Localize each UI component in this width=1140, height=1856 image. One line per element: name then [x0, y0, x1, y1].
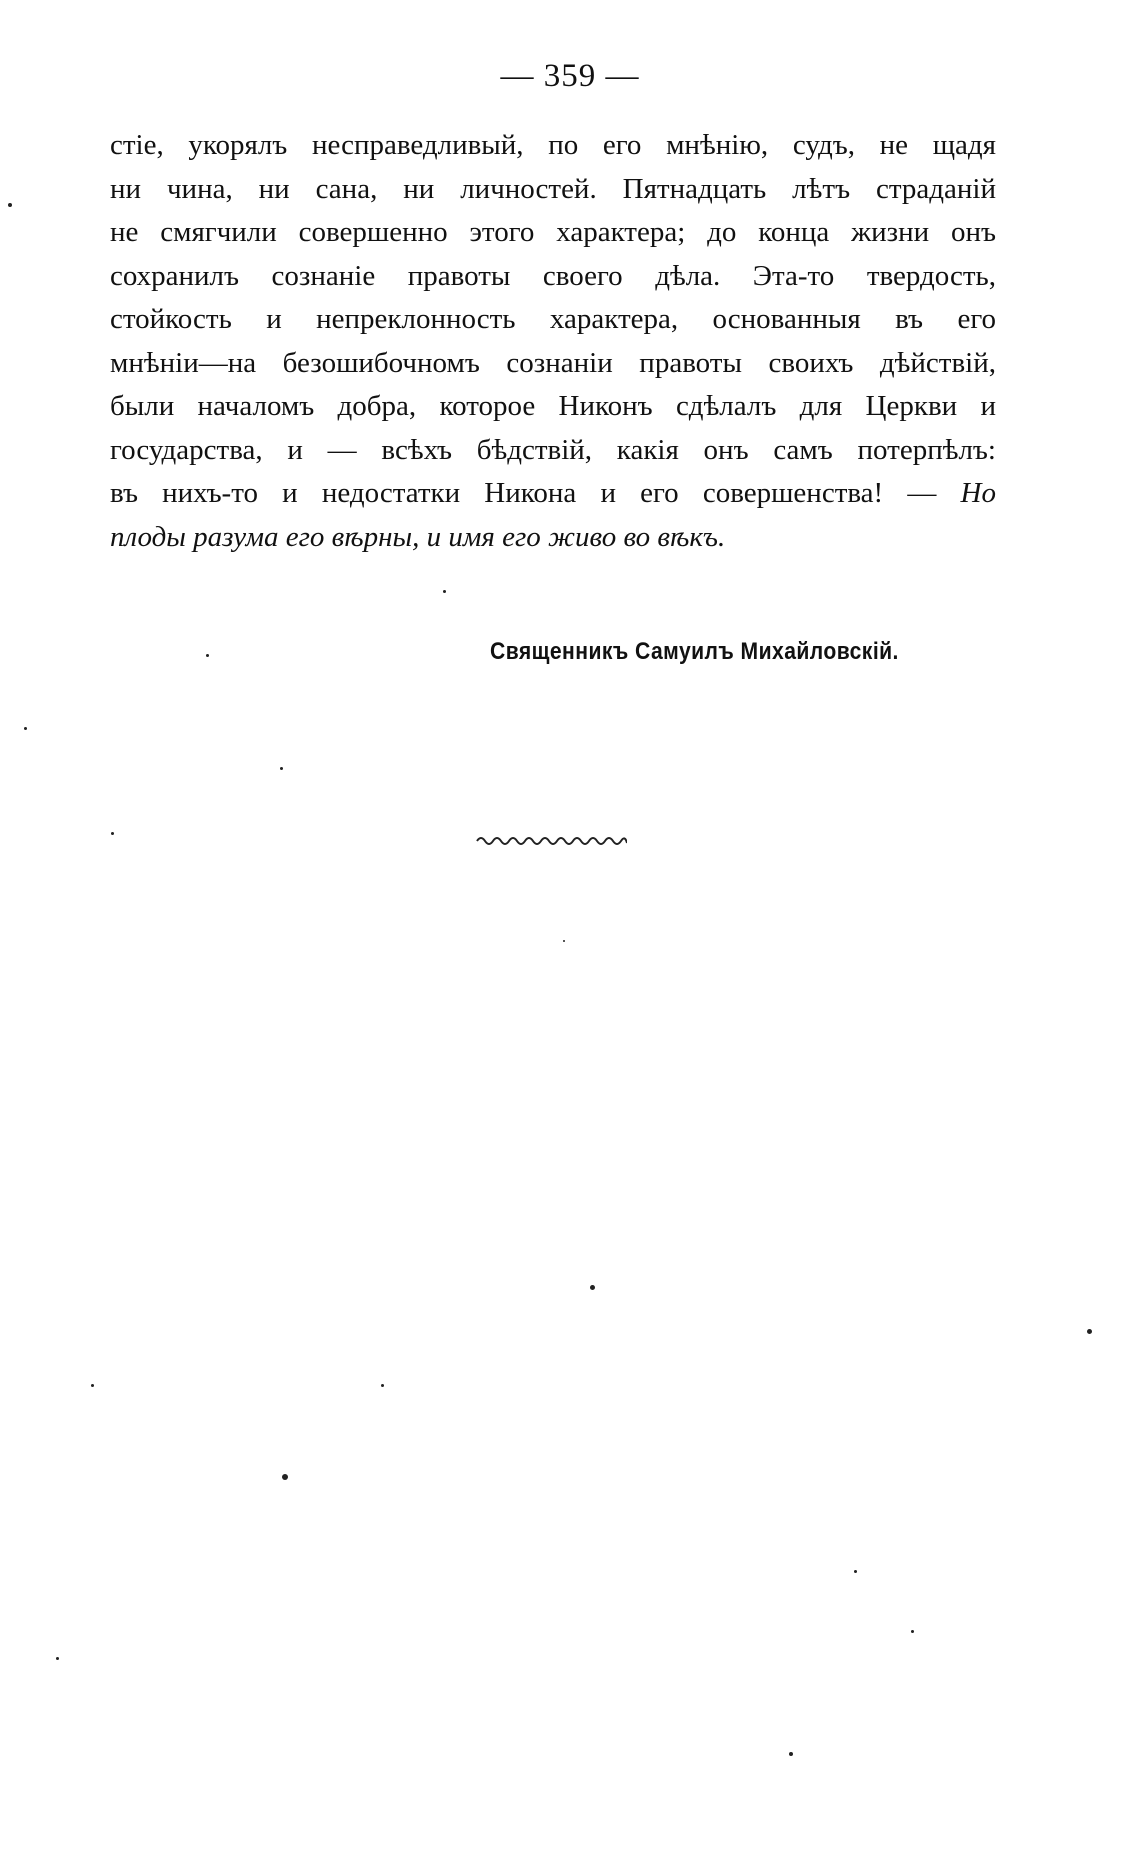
italic-text-segment: плоды разума его вѣрны, и имя его живо во вѣкъ. [110, 520, 726, 553]
scan-speck [8, 203, 12, 207]
text-line [110, 298, 996, 342]
text-line [110, 124, 996, 168]
author-signature: Священникъ Самуилъ Михайловскій. [490, 638, 899, 665]
text-segment: стойкость и непреклонность характера, основанныя въ его [110, 303, 996, 335]
text-line [110, 168, 996, 212]
wavy-divider-ornament [475, 832, 627, 850]
italic-text-segment: Но [960, 477, 996, 509]
scan-speck [789, 1752, 793, 1756]
text-line [110, 255, 996, 299]
text-segment: въ нихъ-то и недостатки Никона и его совершенства! — [110, 477, 961, 509]
scan-speck [381, 1384, 384, 1387]
scan-speck [563, 940, 565, 942]
scan-speck [24, 727, 27, 730]
scan-speck [911, 1630, 914, 1633]
page-number: — 359 — [500, 58, 640, 94]
scan-speck [56, 1657, 59, 1660]
text-line [110, 385, 996, 429]
text-line [110, 211, 996, 255]
text-line [110, 429, 996, 473]
scan-speck [854, 1570, 857, 1573]
scan-speck [206, 654, 209, 657]
text-line [110, 342, 996, 386]
scan-speck [282, 1474, 288, 1480]
scan-speck [111, 832, 114, 835]
scan-speck [1087, 1329, 1092, 1334]
text-segment: государства, и — всѣхъ бѣдствій, какія онъ самъ потерпѣлъ: [110, 433, 996, 466]
body-paragraph [110, 124, 996, 559]
text-segment: сохранилъ сознаніе правоты своего дѣла. Эта-то твердость, [110, 259, 996, 292]
text-line [110, 516, 996, 560]
scan-speck [280, 767, 283, 770]
text-segment: мнѣніи—на безошибочномъ сознаніи правоты своихъ дѣйствій, [110, 346, 996, 379]
text-line [110, 472, 996, 516]
scan-speck [590, 1285, 595, 1290]
text-segment: стіе, укорялъ несправедливый, по его мнѣнію, судъ, не щадя [110, 129, 996, 161]
text-segment: не смягчили совершенно этого характера; до конца жизни онъ [110, 216, 996, 248]
text-segment: были началомъ добра, которое Никонъ сдѣлалъ для Церкви и [110, 390, 996, 422]
text-segment: ни чина, ни сана, ни личностей. Пятнадцать лѣтъ страданій [110, 172, 996, 205]
scan-speck [91, 1384, 94, 1387]
scan-speck [443, 590, 446, 593]
